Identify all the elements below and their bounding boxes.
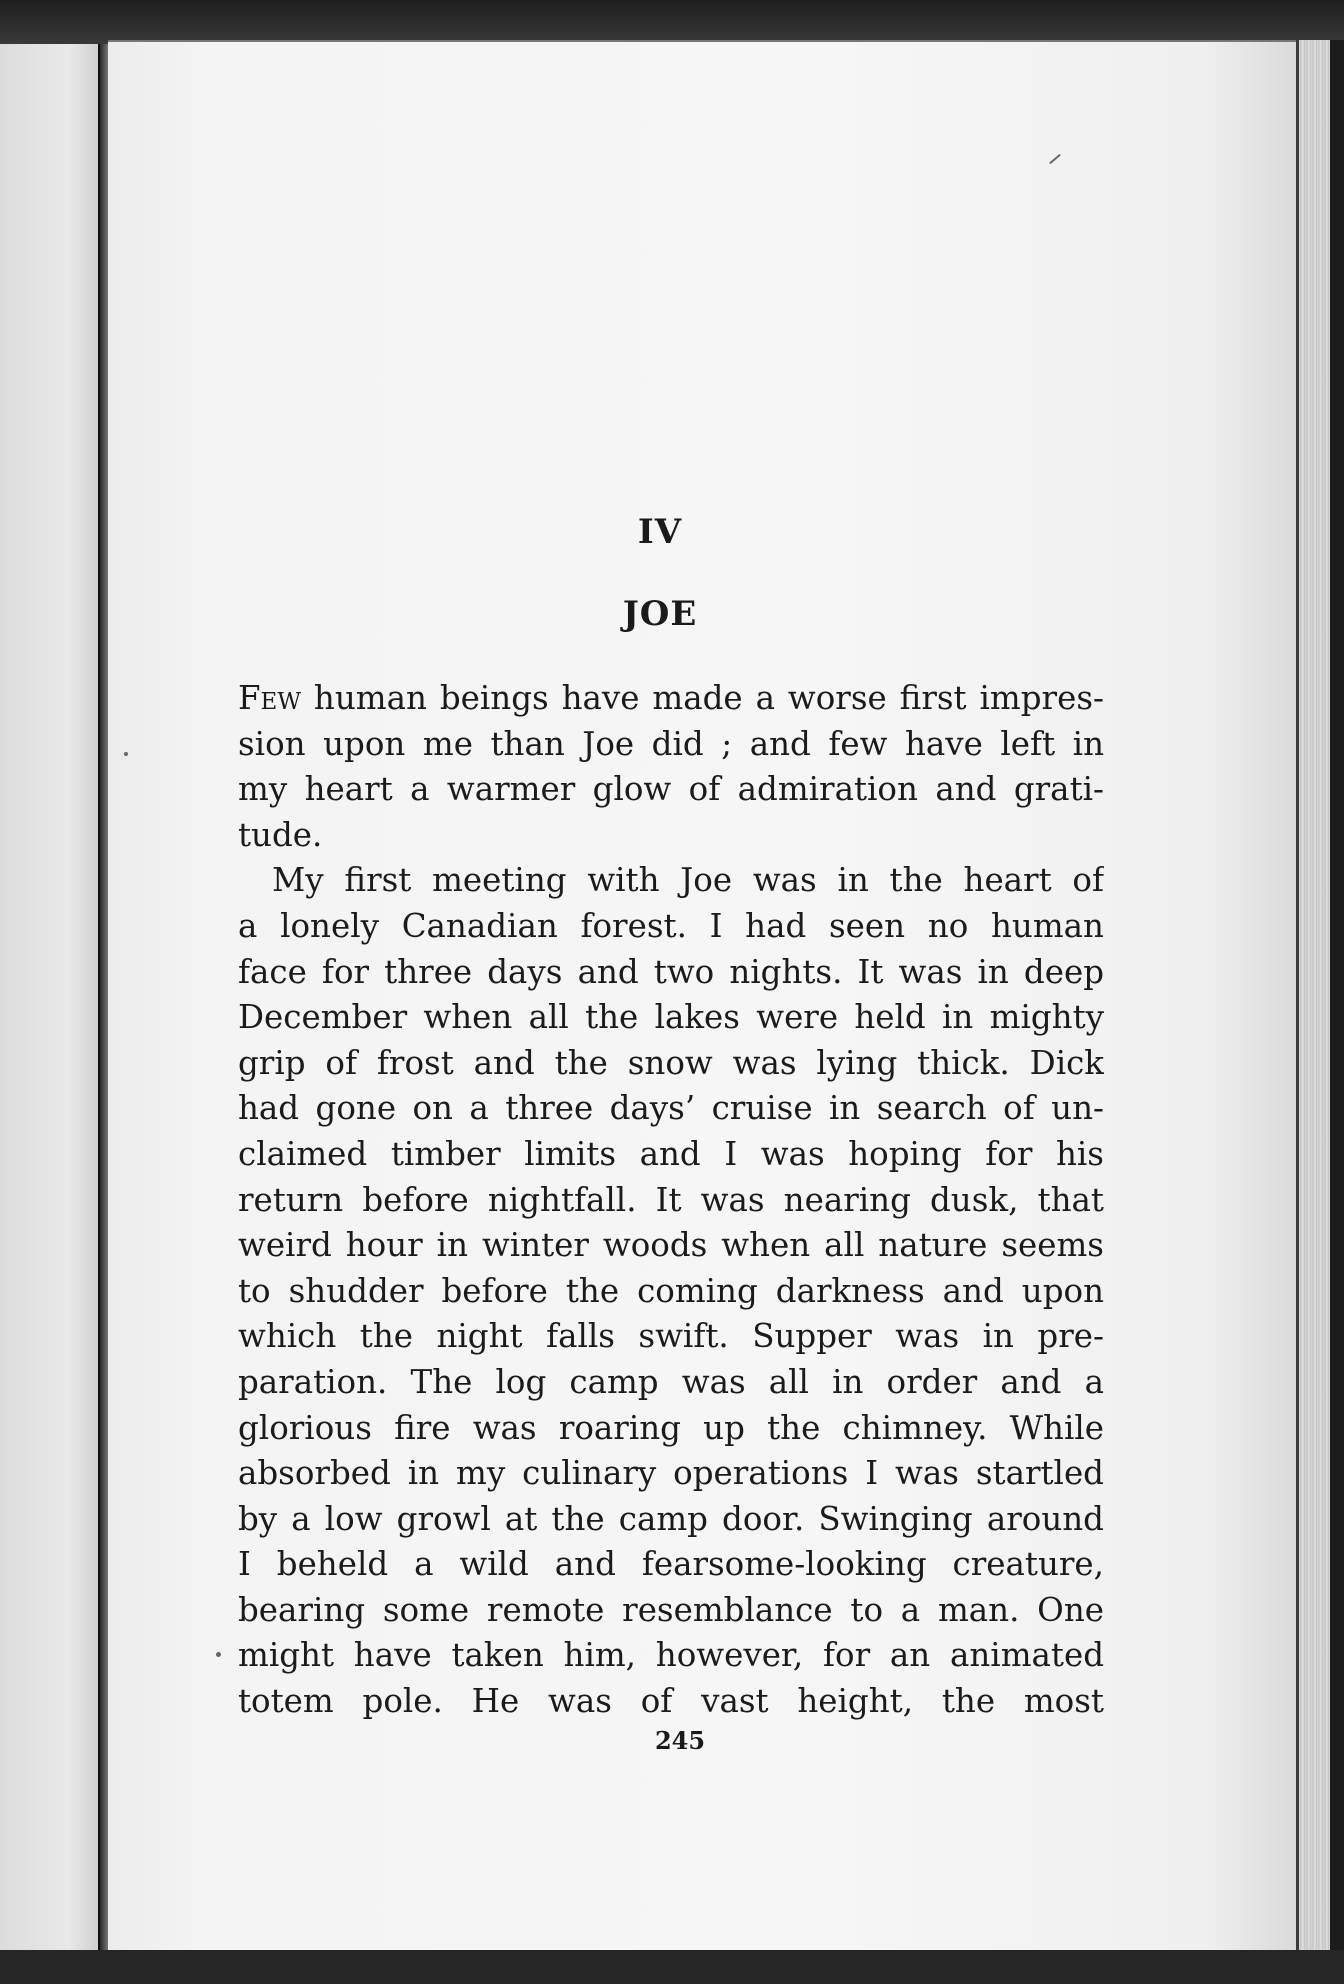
text-line: glorious fire was roaring up the chimney. While [238, 1408, 1104, 1447]
text-line: might have taken him, however, for an animated [238, 1636, 1104, 1675]
text-line [238, 676, 1104, 722]
text-line: I beheld a wild and fearsome-looking creature, [238, 1545, 1104, 1584]
text-line: to shudder before the coming darkness and upon [238, 1271, 1104, 1310]
text-line-content: human beings have made a worse first impres- [300, 679, 1104, 717]
scan-speck [216, 1652, 221, 1657]
text-line: My first meeting with Joe was in the heart of [272, 861, 1104, 900]
scan-speck [124, 752, 128, 756]
text-line: weird hour in winter woods when all nature seems [238, 1226, 1104, 1265]
text-line: absorbed in my culinary operations I was startled [238, 1454, 1104, 1493]
text-line: my heart a warmer glow of admiration and grati- [238, 770, 1104, 809]
text-line: tude. [238, 815, 323, 854]
page-stack-shadow [1330, 40, 1344, 1950]
text-line: had gone on a three days’ cruise in search of un- [238, 1089, 1104, 1128]
text-line: a lonely Canadian forest. I had seen no human [238, 906, 1104, 945]
chapter-number: IV [637, 512, 683, 552]
text-line: by a low growl at the camp door. Swinging around [238, 1499, 1104, 1538]
text-line: face for three days and two nights. It was in deep [238, 952, 1104, 991]
text-line: grip of frost and the snow was lying thick. Dick [238, 1043, 1104, 1082]
text-line: claimed timber limits and I was hoping for his [238, 1134, 1104, 1173]
drop-lead-word: Few [238, 679, 301, 717]
scanner-background-bottom [0, 1950, 1344, 1984]
text-line: sion upon me than Joe did ; and few have left in [238, 724, 1104, 763]
text-line: return before nightfall. It was nearing dusk, that [238, 1180, 1104, 1219]
text-line: bearing some remote resemblance to a man. One [238, 1590, 1104, 1629]
page-number: 245 [654, 1726, 706, 1755]
chapter-title: JOE [622, 594, 698, 634]
text-line: paration. The log camp was all in order and a [238, 1362, 1104, 1401]
text-line: which the night falls swift. Supper was in pre- [238, 1317, 1104, 1356]
text-line: totem pole. He was of vast height, the most [238, 1682, 1104, 1721]
text-line: December when all the lakes were held in mighty [238, 998, 1104, 1037]
chapter-body-text [238, 676, 1104, 1725]
facing-page-edge [0, 44, 102, 1964]
